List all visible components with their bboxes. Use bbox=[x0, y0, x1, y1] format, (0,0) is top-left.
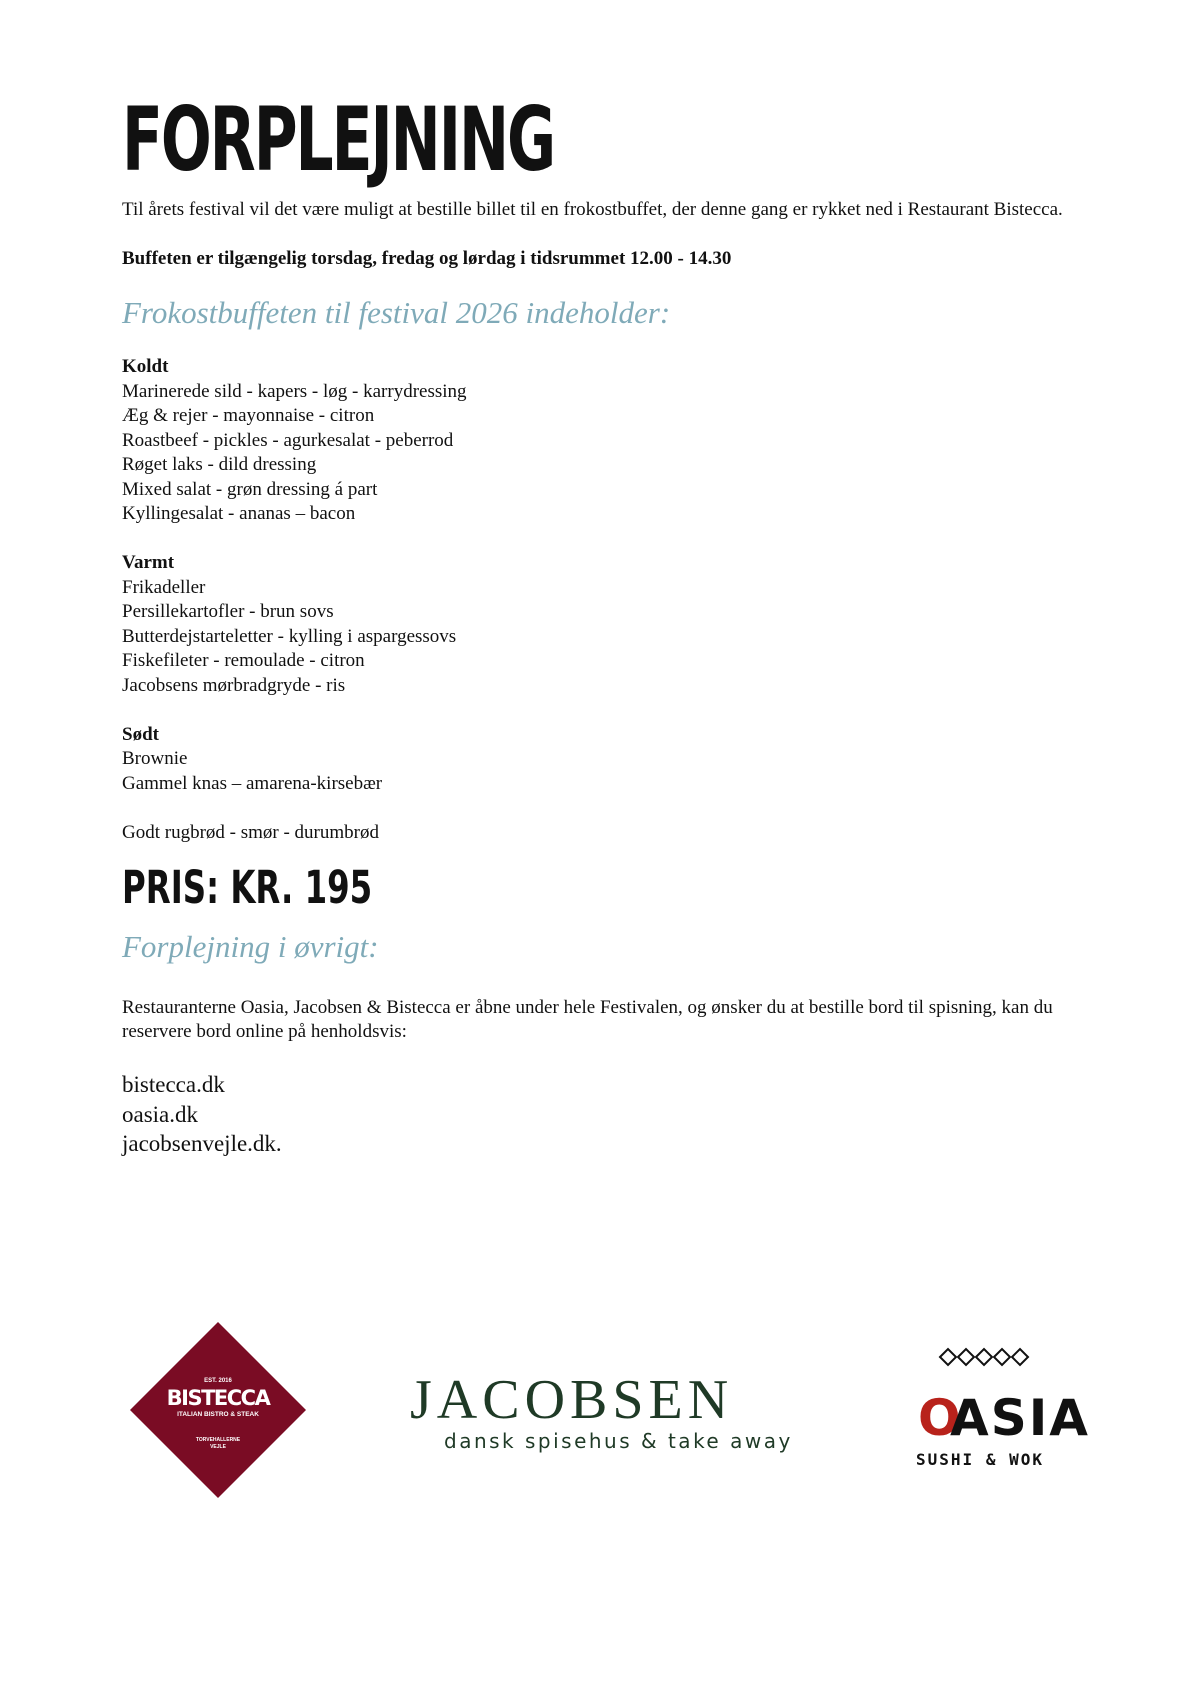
menu-group-sweet bbox=[122, 723, 1082, 797]
link-bistecca[interactable]: bistecca.dk bbox=[122, 1072, 225, 1097]
jacobsen-logo bbox=[408, 1369, 793, 1470]
menu-item: Marinerede sild - kapers - løg - karrydressing bbox=[122, 380, 467, 402]
bistecca-name: BISTECCA bbox=[166, 1386, 270, 1410]
menu-item: Jacobsens mørbradgryde - ris bbox=[122, 674, 346, 696]
oasia-first-letter: O bbox=[918, 1389, 961, 1447]
oasia-name: ASIA bbox=[950, 1389, 1091, 1447]
menu-group-title: Varmt bbox=[122, 552, 175, 573]
bistecca-logo bbox=[128, 1320, 308, 1500]
page-title: FORPLEJNING bbox=[122, 88, 555, 191]
menu-item: Mixed salat - grøn dressing á part bbox=[122, 478, 378, 500]
menu-group-title: Koldt bbox=[122, 356, 169, 377]
menu-item: Frikadeller bbox=[122, 576, 206, 598]
bistecca-diamond bbox=[130, 1322, 306, 1498]
menu-item: Brownie bbox=[122, 748, 188, 769]
link-jacobsen[interactable]: jacobsenvejle.dk. bbox=[122, 1131, 282, 1156]
menu-item: Kyllingesalat - ananas – bacon bbox=[122, 503, 356, 524]
bistecca-est: EST. 2016 bbox=[204, 1378, 232, 1384]
buffet-menu bbox=[122, 355, 1082, 845]
oasia-tagline: SUSHI & WOK bbox=[916, 1450, 1044, 1469]
jacobsen-tagline: dansk spisehus & take away bbox=[444, 1429, 793, 1453]
menu-item: Fiskefileter - remoulade - citron bbox=[122, 650, 365, 671]
menu-item: Æg & rejer - mayonnaise - citron bbox=[122, 405, 375, 426]
bistecca-tagline: ITALIAN BISTRO & STEAK bbox=[177, 1411, 259, 1418]
oasia-ornament-icon bbox=[940, 1349, 1028, 1365]
content bbox=[122, 88, 1082, 1159]
bistecca-place1: TORVEHALLERNE bbox=[195, 1437, 241, 1443]
availability-text: Buffeten er tilgængelig torsdag, fredag og lørdag i tidsrummet 12.00 - 14.30 bbox=[122, 248, 732, 269]
jacobsen-name: JACOBSEN bbox=[410, 1369, 734, 1431]
restaurant-logos bbox=[0, 1320, 1200, 1510]
menu-item: Roastbeef - pickles - agurkesalat - peberrod bbox=[122, 429, 454, 451]
price: PRIS: KR. 195 bbox=[122, 861, 373, 914]
other-text: Restauranterne Oasia, Jacobsen & Bistecca er åbne under hele Festivalen, og ønsker du at bestille bord til spisning, kan du reservere bord online på henholdsvis: bbox=[122, 997, 1053, 1042]
bistecca-place2: VEJLE bbox=[210, 1444, 226, 1450]
menu-item: Røget laks - dild dressing bbox=[122, 454, 317, 475]
menu-item: Gammel knas – amarena-kirsebær bbox=[122, 772, 383, 794]
menu-group-title: Sødt bbox=[122, 723, 159, 745]
menu-item: Persillekartofler - brun sovs bbox=[122, 601, 334, 622]
intro-text: Til årets festival vil det være muligt at bestille billet til en frokostbuffet, der denne gang er rykket ned i Restaurant Bistecca. bbox=[122, 199, 1063, 220]
restaurant-links bbox=[122, 1070, 1082, 1159]
buffet-heading: Frokostbuffeten til festival 2026 indeholder: bbox=[122, 295, 671, 330]
other-heading: Forplejning i øvrigt: bbox=[122, 929, 379, 964]
oasia-logo bbox=[900, 1335, 1091, 1485]
menu-group-cold bbox=[122, 355, 1082, 527]
link-oasia[interactable]: oasia.dk bbox=[122, 1101, 199, 1127]
menu-item: Butterdejstarteletter - kylling i aspargessovs bbox=[122, 625, 457, 647]
menu-bread: Godt rugbrød - smør - durumbrød bbox=[122, 821, 379, 843]
menu-group-warm bbox=[122, 551, 1082, 698]
